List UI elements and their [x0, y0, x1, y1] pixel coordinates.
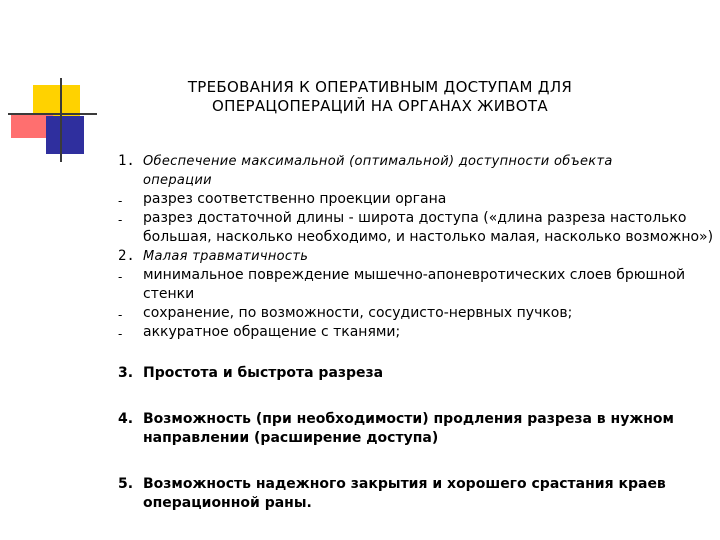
dash-marker: -: [118, 308, 123, 322]
decor-blue-square: [46, 116, 84, 154]
list-item-dash: [118, 190, 718, 209]
item-text: сохранение, по возможности, сосудисто-нервных пучков;: [143, 305, 573, 321]
list-item-dash: [118, 304, 718, 323]
requirements-list: [118, 152, 718, 513]
list-item-4: [118, 410, 718, 448]
list-item-dash: [118, 266, 703, 304]
item-number: 4.: [118, 411, 134, 427]
dash-marker: -: [118, 327, 123, 341]
decor-vertical-line: [60, 78, 62, 162]
title-line-2: ОПЕРАЦОПЕРАЦИЙ НА ОРГАНАХ ЖИВОТА: [212, 97, 548, 115]
dash-marker: -: [118, 270, 123, 284]
item-number: 2.: [118, 248, 135, 264]
item-text: минимальное повреждение мышечно-апоневротических слоев брюшной стенки: [143, 267, 686, 302]
list-item-5: [118, 475, 720, 513]
dash-marker: -: [118, 213, 123, 227]
item-number: 1.: [118, 153, 135, 169]
item-text: Обеспечение максимальной (оптимальной) доступности объекта операции: [143, 154, 613, 188]
item-text: Малая травматичность: [143, 249, 309, 264]
title-line-1: ТРЕБОВАНИЯ К ОПЕРАТИВНЫМ ДОСТУПАМ ДЛЯ: [187, 78, 573, 96]
item-text: Возможность (при необходимости) продления разреза в нужном направлении (расширение доступа): [143, 411, 674, 446]
item-text: Простота и быстрота разреза: [143, 365, 384, 381]
item-text: разрез соответственно проекции органа: [143, 191, 447, 207]
item-text: Возможность надежного закрытия и хорошего срастания краев операционной раны.: [143, 476, 666, 511]
decor-horizontal-line: [8, 113, 97, 115]
list-item-dash: [118, 323, 718, 342]
item-number: 3.: [118, 365, 134, 381]
list-item-1: [118, 152, 613, 190]
list-item-dash: [118, 209, 720, 247]
item-text: аккуратное обращение с тканями;: [143, 324, 401, 340]
list-item-2: [118, 247, 718, 266]
list-item-3: [118, 364, 718, 383]
item-number: 5.: [118, 476, 134, 492]
dash-marker: -: [118, 194, 123, 208]
slide-title: [140, 78, 620, 116]
item-text: разрез достаточной длины - широта доступа («длина разреза настолько большая, насколько необходимо, и настолько малая, насколько возможно»): [143, 210, 714, 245]
